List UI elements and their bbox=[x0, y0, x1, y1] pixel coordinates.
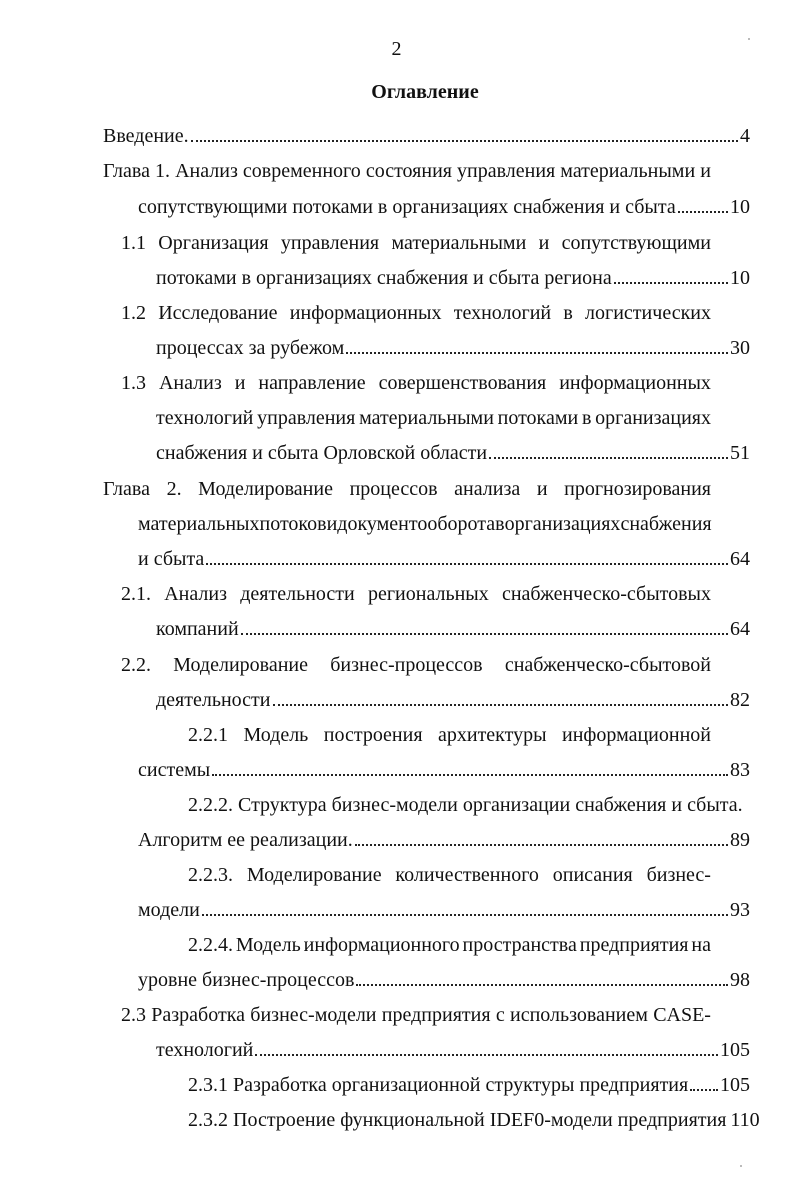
toc-word: бизнес-модели bbox=[250, 1004, 377, 1026]
toc-word: технологий bbox=[453, 302, 552, 324]
toc-entry-chapter-2[interactable] bbox=[103, 477, 711, 501]
toc-word: Модель bbox=[243, 724, 309, 746]
toc-word: Моделирование bbox=[198, 478, 333, 500]
toc-word: бизнес-процессов bbox=[330, 654, 483, 676]
toc-word: 2.3 bbox=[121, 1004, 146, 1026]
toc-entry-1-3-cont-1[interactable] bbox=[156, 406, 711, 430]
toc-word: деятельности bbox=[240, 583, 355, 605]
toc-word: управления bbox=[280, 232, 380, 254]
toc-entry-1-2-cont[interactable] bbox=[156, 336, 750, 360]
toc-entry-page: 10 bbox=[730, 267, 750, 289]
toc-entry-2-2-2[interactable] bbox=[188, 793, 743, 817]
toc-entry-text: уровне бизнес-процессов bbox=[138, 969, 355, 991]
toc-entry-chapter-2-cont-2[interactable] bbox=[138, 547, 750, 571]
toc-word: построения bbox=[323, 724, 423, 746]
leader-dots bbox=[614, 282, 728, 284]
toc-entry-text: потоками в организациях снабжения и сбыта региона bbox=[156, 267, 612, 289]
leader-dots bbox=[206, 563, 728, 565]
toc-word: Анализ bbox=[164, 583, 228, 605]
toc-entry-2-3-cont[interactable] bbox=[156, 1038, 750, 1062]
toc-word: 1.3 bbox=[121, 372, 146, 394]
toc-entry-2-2-4[interactable] bbox=[188, 933, 711, 957]
toc-entry-page: 93 bbox=[730, 899, 750, 921]
scan-speck bbox=[748, 38, 750, 40]
leader-dots bbox=[191, 140, 738, 142]
toc-entry-page: 98 bbox=[730, 969, 750, 991]
toc-entry-2-2-3-cont[interactable] bbox=[138, 898, 750, 922]
leader-dots bbox=[212, 774, 728, 776]
toc-entry-2-2-4-cont[interactable] bbox=[138, 968, 750, 992]
toc-entry-page: 64 bbox=[730, 548, 750, 570]
toc-word: 1.1 bbox=[121, 232, 146, 254]
toc-word: снабженческо-сбытовой bbox=[504, 654, 711, 676]
toc-entry-page: 51 bbox=[730, 442, 750, 464]
toc-entry-2-2-2-cont[interactable] bbox=[138, 828, 750, 852]
toc-word: 2.2.1 bbox=[188, 724, 228, 746]
leader-dots bbox=[346, 352, 728, 354]
toc-word: организациях bbox=[504, 513, 621, 535]
toc-word: анализа bbox=[454, 478, 521, 500]
toc-entry-text: Алгоритм ее реализации. bbox=[138, 829, 353, 851]
toc-word: Организация bbox=[158, 232, 269, 254]
toc-word: снабженческо-сбытовых bbox=[501, 583, 711, 605]
scan-speck bbox=[740, 1165, 742, 1167]
toc-entry-page: 4 bbox=[740, 125, 750, 147]
leader-dots bbox=[241, 633, 728, 635]
toc-word: и bbox=[538, 232, 550, 254]
toc-word: описания bbox=[552, 864, 633, 886]
toc-word: в bbox=[563, 302, 573, 324]
toc-word: материальными bbox=[560, 160, 696, 182]
toc-entry-chapter-1-cont[interactable] bbox=[138, 195, 750, 219]
toc-word: материальных bbox=[138, 513, 260, 535]
leader-dots bbox=[356, 984, 728, 986]
toc-entry-2-1[interactable] bbox=[121, 582, 711, 606]
toc-word: CASE- bbox=[653, 1004, 711, 1026]
toc-entry-page: 83 bbox=[730, 759, 750, 781]
toc-word: документооборота bbox=[337, 513, 496, 535]
toc-word: Моделирование bbox=[173, 654, 309, 676]
toc-entry-page: 64 bbox=[730, 618, 750, 640]
toc-entry-2-2-3[interactable] bbox=[188, 863, 711, 887]
toc-entry-text: системы bbox=[138, 759, 211, 781]
leader-dots bbox=[489, 457, 728, 459]
toc-word: 2.2. bbox=[121, 654, 151, 676]
leader-dots bbox=[678, 211, 728, 213]
toc-entry-chapter-2-cont-1[interactable] bbox=[138, 512, 711, 536]
toc-entry-2-2-1-cont[interactable] bbox=[138, 758, 750, 782]
toc-word: Модель bbox=[235, 934, 301, 956]
toc-entry-2-3-2[interactable] bbox=[188, 1108, 760, 1132]
toc-entry-chapter-1[interactable] bbox=[103, 159, 711, 183]
toc-word: технологий bbox=[156, 407, 254, 429]
toc-word: с bbox=[495, 1004, 505, 1026]
toc-entry-1-1-cont[interactable] bbox=[156, 266, 750, 290]
toc-entry-text: и сбыта bbox=[138, 548, 205, 570]
toc-word: 2.1. bbox=[121, 583, 151, 605]
toc-word: материальными bbox=[391, 232, 527, 254]
toc-word: информационного bbox=[303, 934, 460, 956]
toc-entry-text: 2.3.1 Разработка организационной структуры предприятия bbox=[188, 1074, 689, 1096]
leader-dots bbox=[355, 844, 728, 846]
leader-dots bbox=[255, 1054, 718, 1056]
toc-word: бизнес- bbox=[646, 864, 711, 886]
toc-entry-text: деятельности bbox=[156, 689, 271, 711]
toc-word: информационных bbox=[559, 372, 711, 394]
toc-entry-page: 105 bbox=[720, 1039, 750, 1061]
toc-word: Разработка bbox=[151, 1004, 246, 1026]
toc-entry-page: 89 bbox=[730, 829, 750, 851]
toc-word: управления bbox=[457, 160, 556, 182]
toc-word: пространства bbox=[462, 934, 577, 956]
toc-entry-text: снабжения и сбыта Орловской области bbox=[156, 442, 488, 464]
toc-word: 2. bbox=[166, 478, 182, 500]
toc-word: материальными bbox=[359, 407, 494, 429]
toc-word: управления bbox=[257, 407, 356, 429]
toc-word: прогнозирования bbox=[564, 478, 711, 500]
toc-word: сопутствующими bbox=[561, 232, 711, 254]
toc-word: потоками bbox=[497, 407, 579, 429]
toc-entry-text: технологий bbox=[156, 1039, 254, 1061]
toc-entry-1-3[interactable] bbox=[121, 371, 711, 395]
toc-word: современного bbox=[242, 160, 361, 182]
toc-entry-text: 2.2.2. Структура бизнес-модели организации снабжения и сбыта. bbox=[188, 794, 743, 816]
toc-word: Глава bbox=[103, 160, 150, 182]
toc-entry-2-3[interactable] bbox=[121, 1003, 711, 1027]
leader-dots bbox=[202, 914, 728, 916]
toc-word: и bbox=[234, 372, 246, 394]
toc-entry-page: 110 bbox=[730, 1109, 760, 1131]
toc-word: и bbox=[326, 513, 338, 535]
toc-entry-page: 82 bbox=[730, 689, 750, 711]
toc-word: и bbox=[700, 160, 711, 182]
leader-dots bbox=[273, 704, 729, 706]
toc-entry-2-3-1[interactable] bbox=[188, 1073, 750, 1097]
toc-entry-text: модели bbox=[138, 899, 200, 921]
toc-word: региональных bbox=[367, 583, 489, 605]
toc-entry-1-3-cont-2[interactable] bbox=[156, 441, 750, 465]
toc-word: в bbox=[581, 407, 592, 429]
toc-word: предприятия bbox=[381, 1004, 491, 1026]
toc-word: на bbox=[691, 934, 711, 956]
toc-word: количественного bbox=[395, 864, 539, 886]
toc-word: процессов bbox=[349, 478, 438, 500]
toc-entry-introduction[interactable] bbox=[103, 124, 750, 148]
toc-entry-text: компаний bbox=[156, 618, 239, 640]
toc-title: Оглавление bbox=[371, 81, 479, 103]
toc-word: Глава bbox=[103, 478, 150, 500]
toc-entry-1-2[interactable] bbox=[121, 301, 711, 325]
toc-entry-text: 2.3.2 Построение функциональной IDEF0-модели предприятия bbox=[188, 1109, 727, 1131]
toc-word: снабжения bbox=[620, 513, 712, 535]
toc-word: информационной bbox=[562, 724, 711, 746]
toc-word: 2.2.4. bbox=[188, 934, 233, 956]
toc-word: Моделирование bbox=[246, 864, 382, 886]
toc-word: в bbox=[495, 513, 505, 535]
toc-entry-text: процессах за рубежом bbox=[156, 337, 345, 359]
toc-entry-page: 30 bbox=[730, 337, 750, 359]
toc-word: 1. bbox=[155, 160, 171, 182]
toc-word: потоков bbox=[259, 513, 327, 535]
toc-word: 1.2 bbox=[121, 302, 146, 324]
toc-word: логистических bbox=[585, 302, 711, 324]
toc-word: информационных bbox=[289, 302, 442, 324]
toc-word: совершенствования bbox=[378, 372, 547, 394]
toc-word: Анализ bbox=[158, 372, 222, 394]
leader-dots bbox=[690, 1089, 718, 1091]
toc-entry-2-2-cont[interactable] bbox=[156, 688, 750, 712]
toc-entry-page: 105 bbox=[720, 1074, 750, 1096]
toc-entry-1-1[interactable] bbox=[121, 231, 711, 255]
toc-word: Исследование bbox=[158, 302, 278, 324]
toc-word: 2.2.3. bbox=[188, 864, 233, 886]
toc-entry-text: Введение. bbox=[103, 125, 189, 147]
toc-word: организациях bbox=[595, 407, 711, 429]
toc-entry-2-2-1[interactable] bbox=[188, 723, 711, 747]
toc-word: использованием bbox=[510, 1004, 648, 1026]
toc-word: предприятия bbox=[579, 934, 689, 956]
toc-word: состояния bbox=[365, 160, 452, 182]
toc-entry-text: сопутствующими потоками в организациях снабжения и сбыта bbox=[138, 196, 676, 218]
toc-word: направление bbox=[258, 372, 366, 394]
toc-word: и bbox=[536, 478, 548, 500]
toc-word: архитектуры bbox=[437, 724, 547, 746]
toc-word: Анализ bbox=[175, 160, 238, 182]
toc-entry-2-2[interactable] bbox=[121, 653, 711, 677]
page-number: 2 bbox=[391, 38, 402, 60]
toc-entry-2-1-cont[interactable] bbox=[156, 617, 750, 641]
toc-entry-page: 10 bbox=[730, 196, 750, 218]
